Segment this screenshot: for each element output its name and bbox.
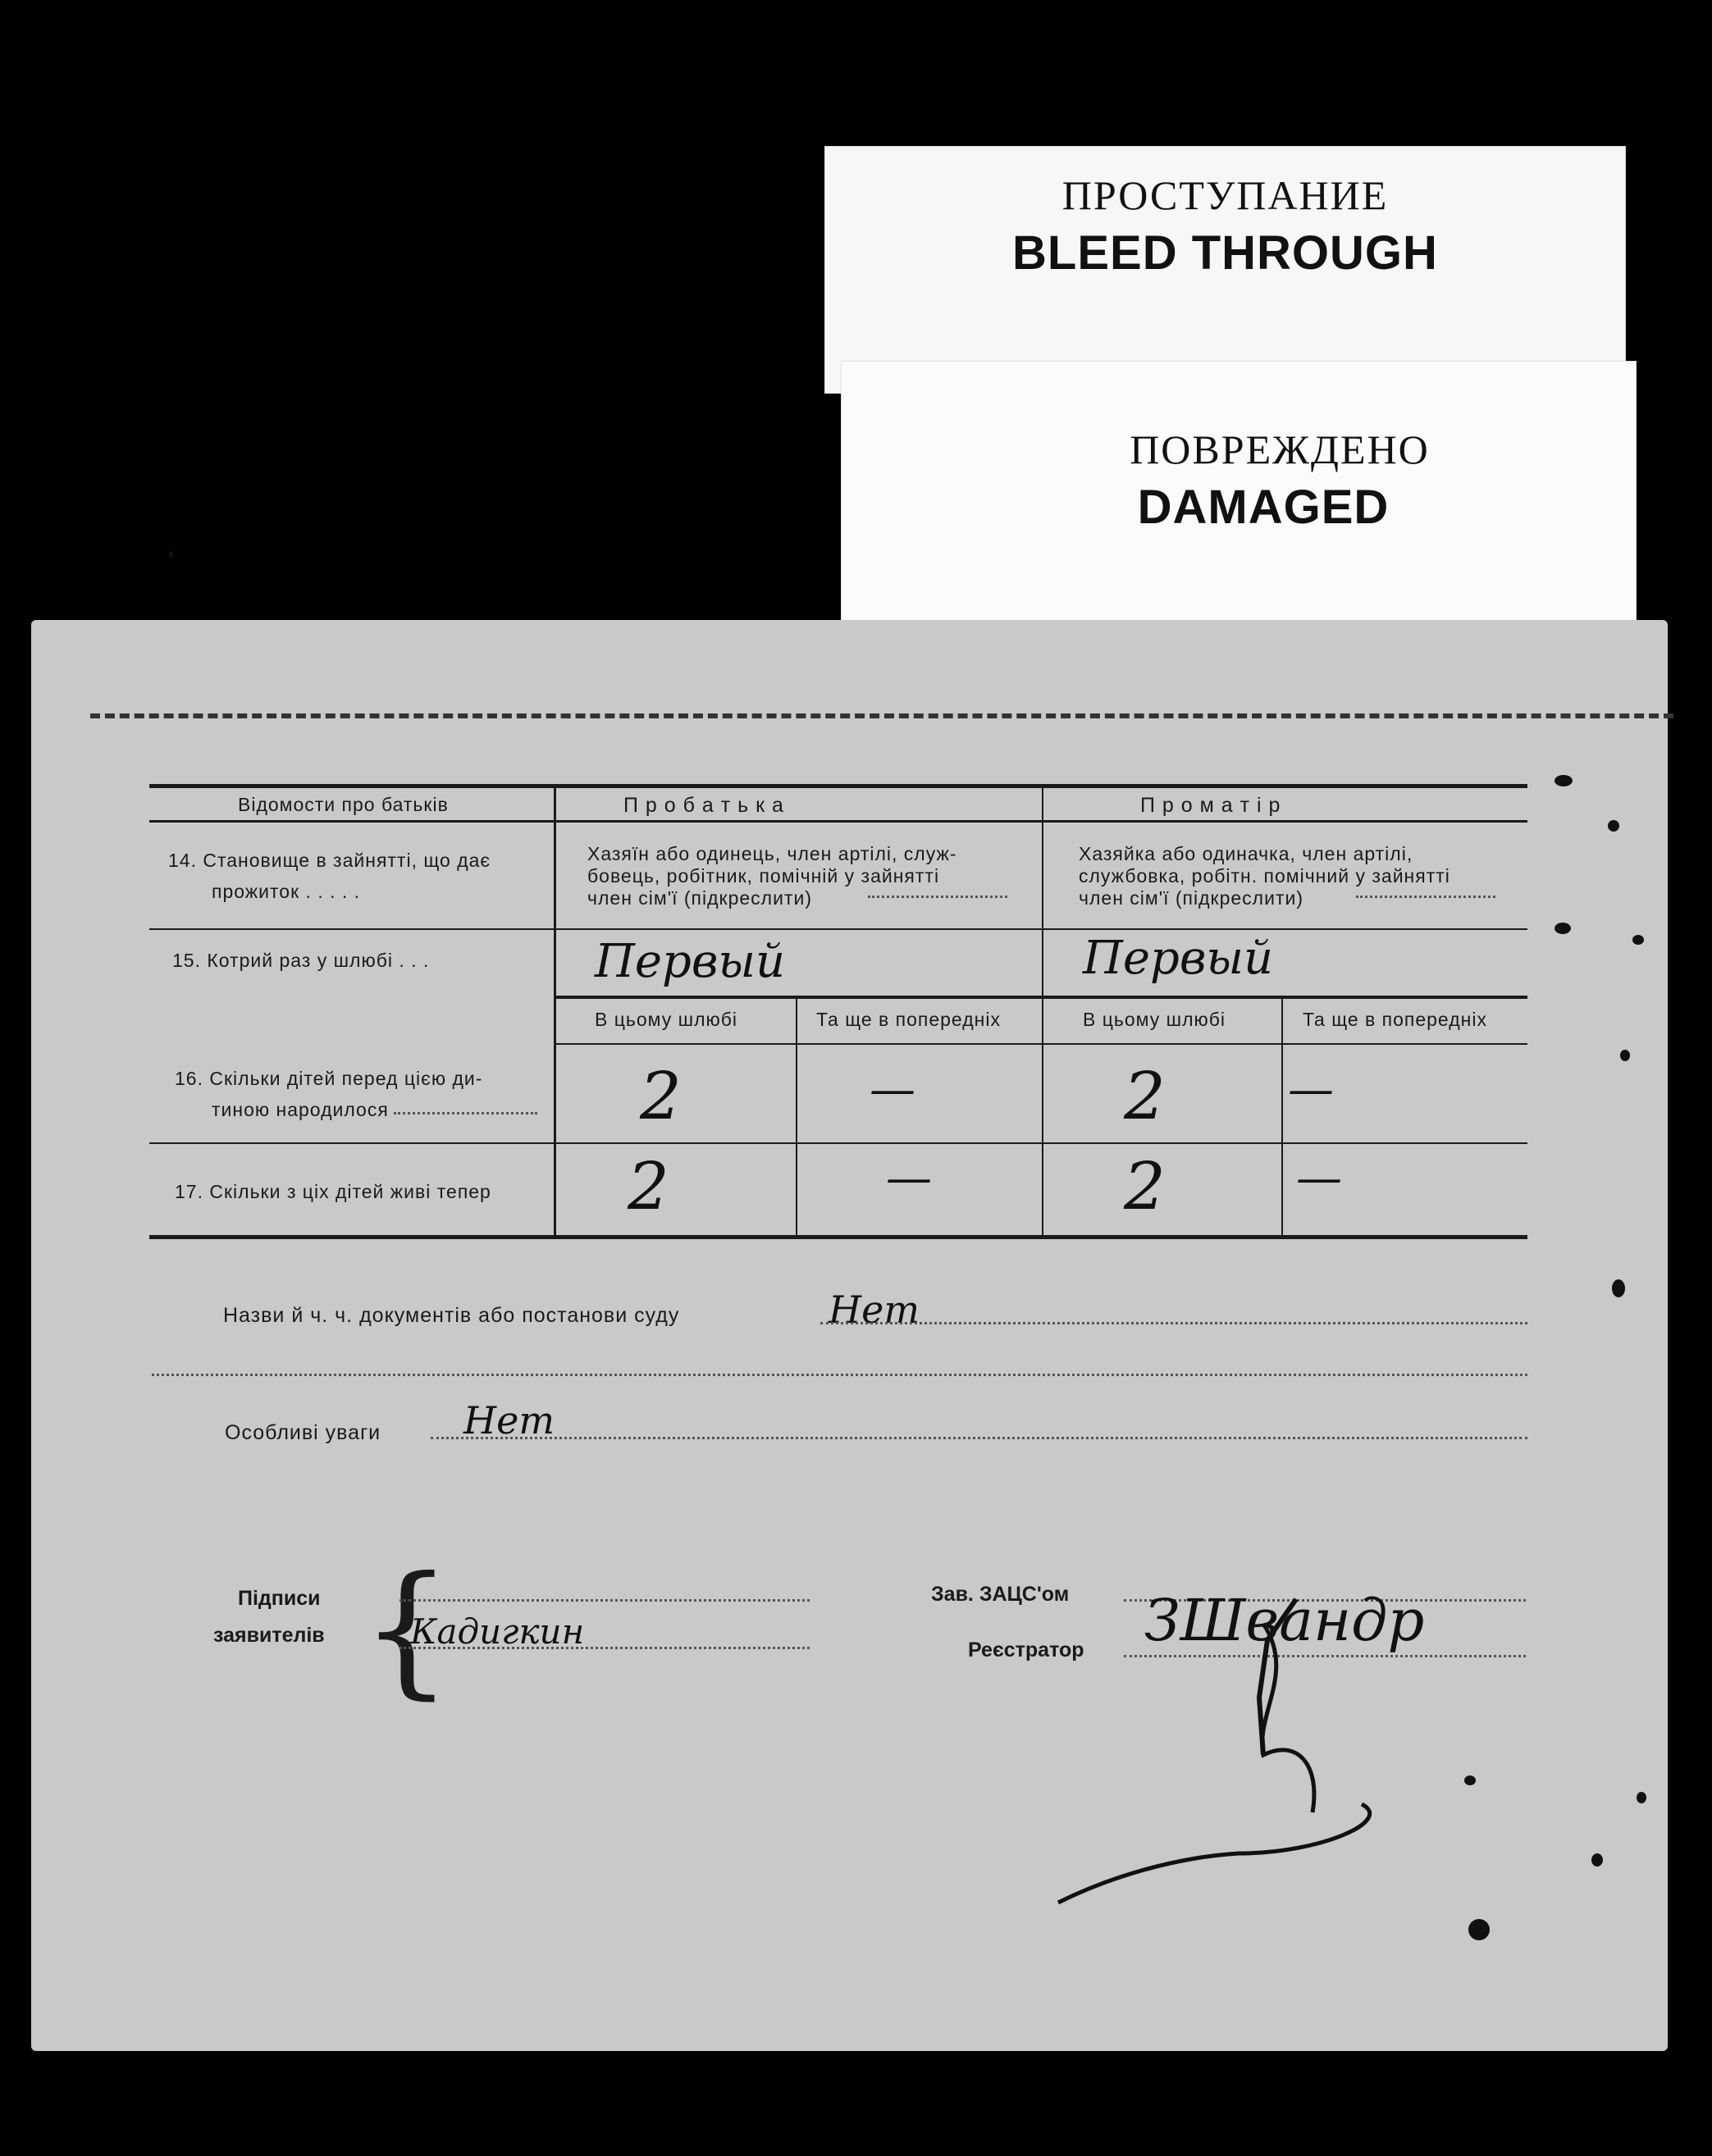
row16-label-line1: 16. Скільки дітей перед цією ди- — [175, 1068, 483, 1089]
damage-speck — [1620, 1050, 1630, 1061]
remarks-value: Нет — [463, 1398, 555, 1443]
row16-mother-this: 2 — [1124, 1058, 1166, 1134]
row17-label: 17. Скільки з ціх дітей живі тепер — [175, 1181, 491, 1202]
damage-speck — [1468, 1919, 1490, 1940]
row16-father-this: 2 — [640, 1058, 682, 1134]
perforation-line — [90, 713, 1673, 718]
signatures-label-line1: Підписи — [238, 1587, 321, 1610]
row15-father-value: Первый — [595, 935, 786, 988]
row16-father-previous: — — [870, 1063, 915, 1116]
row14-father-line3: член сім'ї (підкреслити) — [587, 887, 812, 909]
column-divider-info — [554, 784, 556, 1237]
registrar-label: Реєстратор — [968, 1639, 1084, 1661]
signatures-brace: { — [361, 1547, 453, 1713]
registrar-signature: ЗШвандр — [1144, 1587, 1425, 1654]
bleed-through-ru-text: ПРОСТУПАНИЕ — [1061, 172, 1389, 218]
header-mother: П р о м а т і р — [1140, 794, 1281, 817]
row14-divider — [149, 928, 1527, 930]
damage-speck — [1637, 1792, 1646, 1803]
row15-divider — [554, 996, 1527, 999]
damage-speck — [1632, 935, 1644, 945]
table-top-border — [149, 784, 1527, 788]
damage-speck — [1591, 1853, 1603, 1867]
row14-mother-line1: Хазяйка або одиначка, член артілі, — [1079, 843, 1413, 864]
damage-speck — [1554, 923, 1571, 934]
documents-fill-line — [820, 1322, 1527, 1324]
subheader-mother-previous: Та ще в попередніх — [1303, 1009, 1487, 1030]
row14-mother-fill-line — [1356, 896, 1495, 898]
subheader-father-previous: Та ще в попередніх — [816, 1009, 1001, 1030]
row15-label: 15. Котрий раз у шлюбі . . . — [172, 950, 430, 971]
header-father: П р о б а т ь к а — [623, 794, 784, 817]
documents-value: Нет — [829, 1288, 920, 1332]
row14-mother-line2: службовка, робітн. помічний у зайнятті — [1079, 865, 1450, 887]
damage-speck — [1612, 1279, 1625, 1297]
subheader-father-this-marriage: В цьому шлюбі — [595, 1009, 738, 1030]
damage-speck — [1608, 820, 1619, 832]
registrar-signature-flourish — [1050, 1575, 1509, 1919]
row17-mother-this: 2 — [1124, 1148, 1166, 1224]
row17-father-previous: — — [886, 1151, 932, 1205]
table-bottom-border — [149, 1235, 1527, 1239]
row14-father-fill-line — [868, 896, 1007, 898]
remarks-fill-line — [431, 1437, 1527, 1439]
remarks-label: Особливі уваги — [225, 1421, 381, 1444]
column-divider-mother-sub — [1281, 996, 1283, 1237]
bleed-through-label-card — [824, 146, 1626, 394]
row14-mother-line3: член сім'ї (підкреслити) — [1079, 887, 1303, 909]
damage-speck — [1554, 775, 1573, 786]
subheader-divider — [554, 1043, 1527, 1045]
damaged-en-text: DAMAGED — [1137, 481, 1390, 534]
row17-father-this: 2 — [628, 1148, 669, 1224]
damaged-label-card — [841, 361, 1637, 625]
header-info: Відомости про батьків — [238, 794, 449, 815]
subheader-mother-this-marriage: В цьому шлюбі — [1083, 1009, 1226, 1030]
row14-father-line1: Хазяїн або одинець, член артілі, служ- — [587, 843, 957, 864]
damage-speck — [169, 551, 173, 558]
column-divider-parents — [1042, 784, 1043, 1237]
row15-mother-value: Первый — [1083, 932, 1274, 985]
row14-father-line2: бовець, робітник, помічній у зайнятті — [587, 865, 940, 887]
row16-divider — [149, 1142, 1527, 1144]
damage-speck — [1464, 1775, 1476, 1785]
row16-label-fill-line — [394, 1112, 537, 1114]
row17-mother-previous: — — [1296, 1151, 1342, 1205]
column-divider-father-sub — [796, 996, 797, 1237]
documents-label: Назви й ч. ч. документів або постанови суду — [223, 1304, 680, 1327]
row16-mother-previous: — — [1288, 1063, 1334, 1116]
row16-label-line2: тиною народилося — [212, 1099, 389, 1120]
bleed-through-en-text: BLEED THROUGH — [1012, 226, 1438, 280]
documents-fill-line-2 — [152, 1374, 1527, 1376]
signature-line-1 — [399, 1599, 810, 1602]
row14-label-line1: 14. Становище в зайнятті, що дає — [168, 850, 491, 871]
row14-label-line2: прожиток . . . . . — [212, 881, 361, 902]
applicant-signature: Кадигкин — [410, 1611, 585, 1652]
damaged-ru-text: ПОВРЕЖДЕНО — [1130, 426, 1430, 472]
signatures-label-line2: заявителів — [213, 1624, 325, 1647]
table-header-divider — [149, 820, 1527, 823]
head-label: Зав. ЗАЦС'ом — [931, 1583, 1070, 1606]
